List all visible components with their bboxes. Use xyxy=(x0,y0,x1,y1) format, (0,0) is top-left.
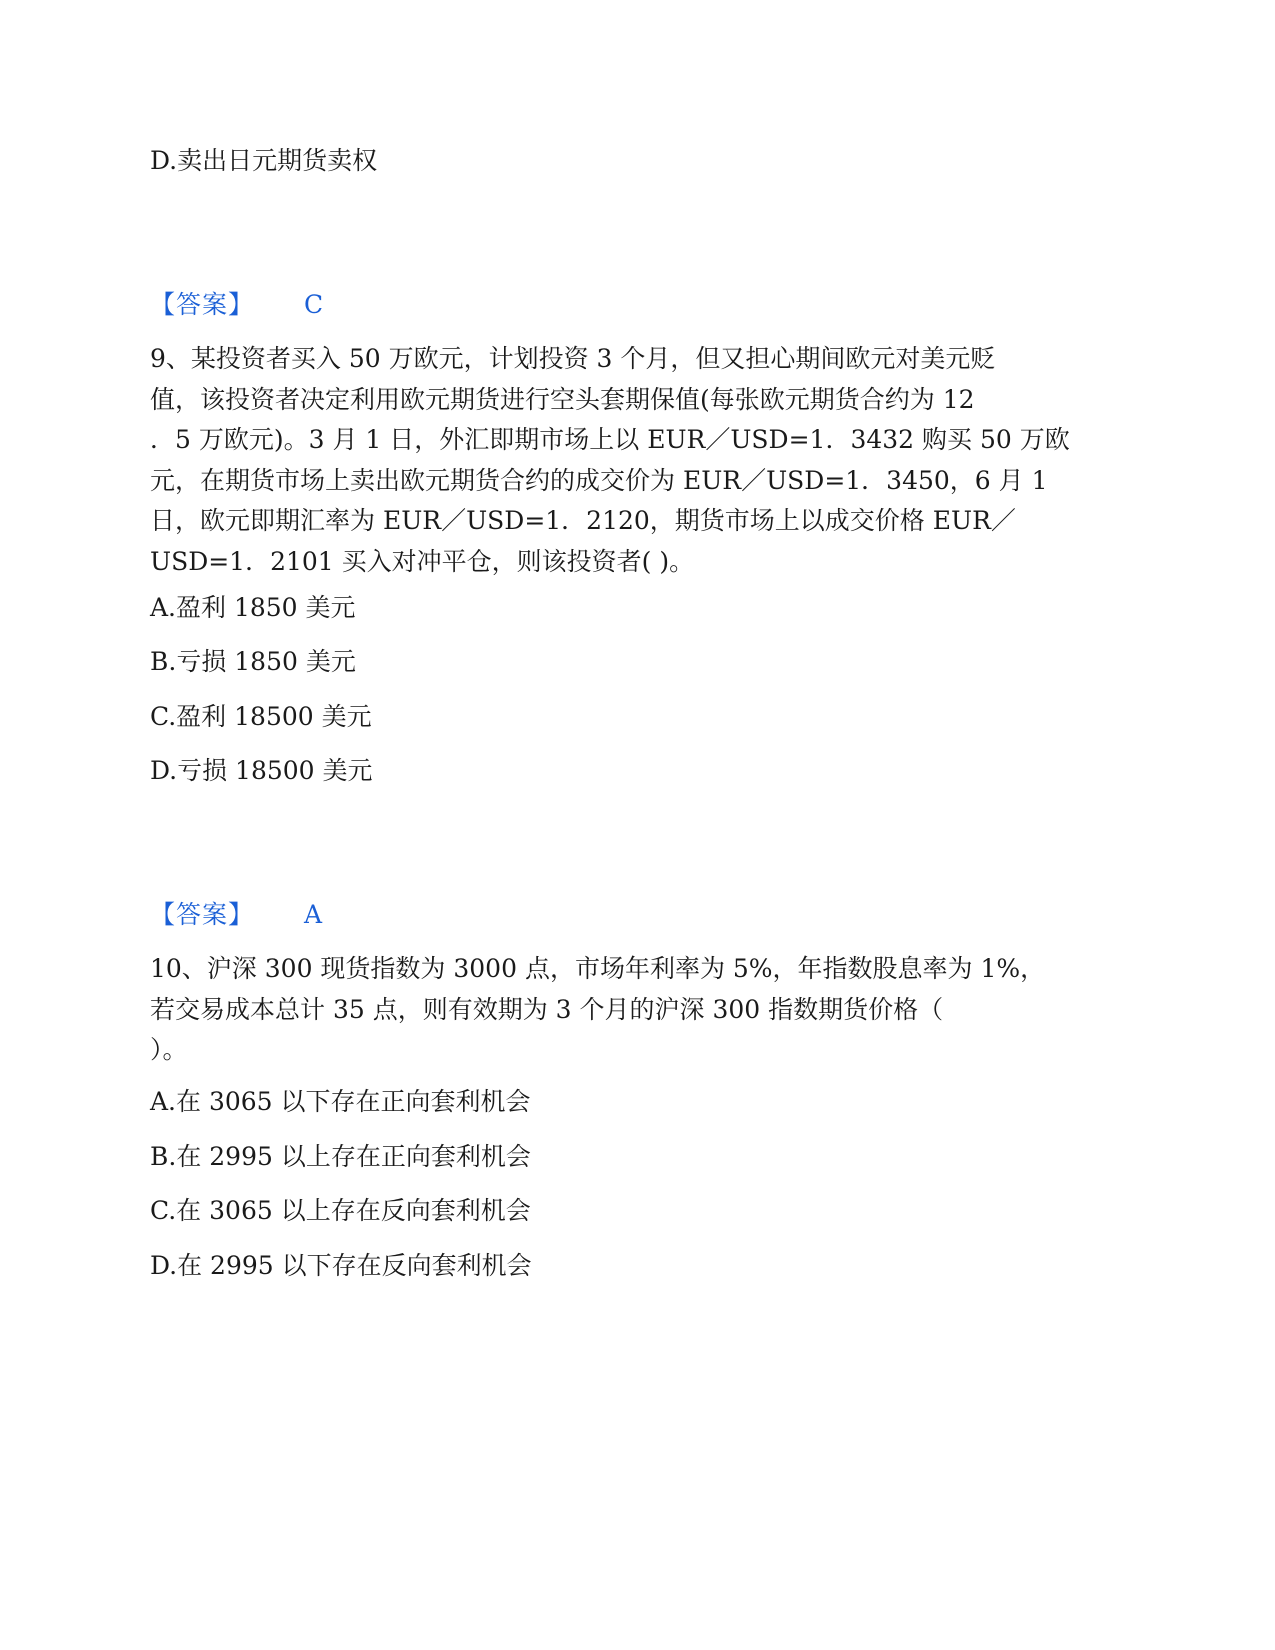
question-10-option-a: A.在 3065 以下存在正向套利机会 xyxy=(150,1087,531,1116)
question-10-option-d: D.在 2995 以下存在反向套利机会 xyxy=(150,1251,532,1280)
question-10-option-c: C.在 3065 以上存在反向套利机会 xyxy=(150,1196,531,1225)
question-9-option-b: B.亏损 1850 美元 xyxy=(150,647,356,676)
answer-letter: A xyxy=(304,900,323,929)
answer-label: 【答案】 xyxy=(150,900,255,929)
previous-question-option-d: D.卖出日元期货卖权 xyxy=(150,146,378,175)
answer-line-q8 xyxy=(150,285,323,325)
question-9-option-a: A.盈利 1850 美元 xyxy=(150,593,356,622)
question-10-stem: 10、沪深 300 现货指数为 3000 点，市场年利率为 5%，年指数股息率为 1%， 若交易成本总计 35 点，则有效期为 3 个月的沪深 300 指数期货价格（ ）。 xyxy=(150,954,1046,1065)
answer-line-q9 xyxy=(150,895,322,935)
question-10-option-b: B.在 2995 以上存在正向套利机会 xyxy=(150,1142,531,1171)
question-9-option-d: D.亏损 18500 美元 xyxy=(150,756,373,785)
question-9-option-c: C.盈利 18500 美元 xyxy=(150,702,372,731)
answer-letter: C xyxy=(304,290,324,319)
question-9-stem: 9、某投资者买入 50 万欧元，计划投资 3 个月，但又担心期间欧元对美元贬 值，该投资者决定利用欧元期货进行空头套期保值(每张欧元期货合约为 12 ．5 万欧元)。3 月 1 日，外汇即期市场上以 EUR／USD=1．3432 购买 50 万欧 元，在期货市场上卖出欧元期货合约的成交价为 EUR／USD=1．3450，6 月 1 日，欧元即期汇率为 EUR／USD=1．2120，期货市场上以成交价格 EUR／ USD=1．2101 买入对冲平仓，则该投资者( )。 xyxy=(150,344,1070,576)
answer-label: 【答案】 xyxy=(150,290,255,319)
